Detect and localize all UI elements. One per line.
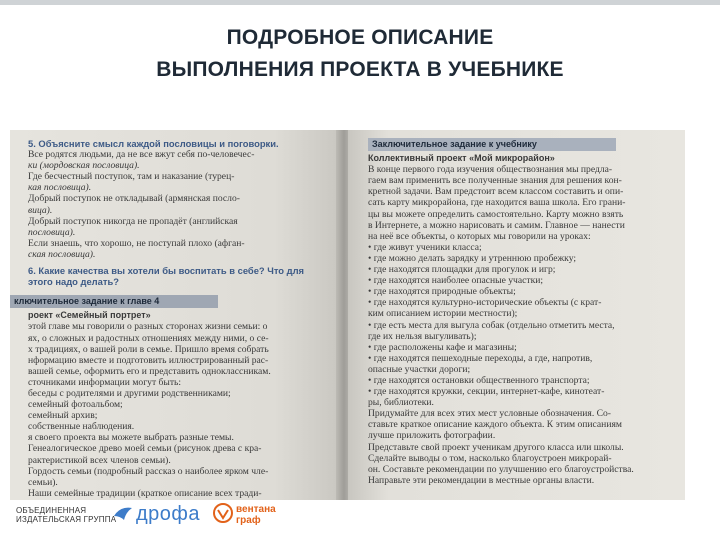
text-line: • где находятся культурно-исторические объекты (с крат- [368,297,602,309]
text-line: • где находятся наиболее опасные участки; [368,275,544,287]
text-line: я своего проекта вы можете выбрать разные темы. [28,432,234,444]
text-line: Добрый поступок не откладывай (армянская посло- [28,193,240,205]
group-line-1: ОБЪЕДИНЕННАЯ [16,506,87,515]
text-line: Придумайте для всех этих мест условные обозначения. Со- [368,408,612,420]
text-line: кая пословица). [28,182,92,194]
text-line: вица). [28,204,53,216]
text-line: Где бесчестный поступок, там и наказание (турец- [28,171,235,183]
text-line: Гордость семьи (подробный рассказ о наиболее ярком чле- [28,465,269,477]
text-line: нформацию вместе и подготовить иллюстрированный рас- [28,354,269,366]
text-line: семейный фотоальбом; [28,399,123,411]
text-line: сать карту микрорайона, где находится ваша школа. Его грани- [368,197,626,209]
text-line: • где расположены кафе и магазины; [368,341,517,353]
text-line: рактеристикой всех членов семьи). [28,454,171,466]
left-page-text [14,138,328,500]
ventana-graf-logo-text [236,504,276,526]
text-line: этой главе мы говорили о разных сторонах жизни семьи: о [28,321,268,333]
text-line: лучше приложить фотографии. [368,430,496,442]
textbook-spread-photo [10,130,685,500]
section-heading: роект «Семейный портрет» [28,310,151,321]
text-line: Сделайте выводы о том, насколько благоустроен микрорай- [368,452,612,464]
text-line: Генеалогическое древо моей семьи (рисунок древа с кра- [28,443,262,455]
text-line: Добрый поступок никогда не пропадёт (английская [28,215,238,227]
text-line: Представьте свой проект ученикам другого класса или школы. [368,441,624,453]
group-line-2: ИЗДАТЕЛЬСКАЯ ГРУППА [16,515,117,524]
text-line: гаем вам применить все полученные знания для решения кон- [368,175,622,187]
spacer [28,287,328,292]
text-line: Наши семейные традиции (краткое описание всех тради- [28,487,262,499]
text-line: Если знаешь, что хорошо, не поступай плохо (афган- [28,237,245,249]
vg-line-2: граф [236,515,261,526]
text-line: где их нельзя выгуливать); [368,330,477,342]
text-line: • где находятся остановки общественного транспорта; [368,374,590,386]
text-line: х традициях, о вашей роли в семье. Пришло время собрать [28,343,269,355]
question-line: 5. Объясните смысл каждой пословицы и поговорки. [28,138,279,149]
text-line: пословица). [28,226,76,238]
text-line: собственные наблюдения. [28,421,135,433]
text-line: кретной задачи. Вам предстоит всем классом составить и опи- [368,186,624,198]
text-line: • где живут ученики класса; [368,241,482,253]
text-line: беседы с родителями и другими родственниками; [28,387,231,399]
section-heading: Коллективный проект «Мой микрорайон» [368,153,555,164]
text-line: ры, библиотеки. [368,397,434,409]
drofa-bird-icon [112,502,134,524]
text-line: семейный архив; [28,410,98,422]
publisher-logos [0,500,720,540]
drofa-logo-text: дрофа [136,503,200,525]
left-page [10,130,340,500]
text-line: ки (мордовская пословица). [28,160,140,172]
chapter-task-band: ключительное задание к главе 4 [10,295,218,308]
slide-title-line-2: ВЫПОЛНЕНИЯ ПРОЕКТА В УЧЕБНИКЕ [156,58,564,81]
right-page [348,130,685,500]
right-page-text [368,138,678,486]
text-line: • где есть места для выгула собак (отдельно отметить места, [368,319,615,331]
question-line: этого надо делать? [28,276,119,288]
text-line: в Интернете, а можно нарисовать и самим. Главное — нанести [368,219,625,231]
text-line: ким описанием истории местности); [368,308,518,320]
text-line: он. Составьте рекомендации по улучшению его благоустройства. [368,463,634,475]
publisher-group-label [16,506,116,524]
text-line: Все родятся людьми, да не все вжут себя по-человечес- [28,149,255,161]
text-line: на неё все объекты, о которых мы говорили на уроках: [368,230,591,242]
text-line: ская пословица). [28,248,96,260]
question-line: 6. Какие качества вы хотели бы воспитать в себе? Что для [28,265,305,277]
text-line: • где можно делать зарядку и утреннюю пробежку; [368,252,577,264]
text-line: • где находятся площадки для прогулок и игр; [368,264,556,276]
text-line: В конце первого года изучения обществознания мы предла- [368,164,613,176]
text-line: семьи). [28,476,58,488]
text-line: • где находятся кружки, секции, интернет-кафе, кинотеат- [368,386,605,398]
text-line: • где находятся пешеходные переходы, а где, напротив, [368,352,593,364]
text-line: ях, о сложных и радостных отношениях между ними, о се- [28,332,269,344]
text-line: вашей семье, оформить его и представить одноклассникам. [28,365,271,377]
text-line: ставьте краткое описание каждого объекта. К этим описаниям [368,419,622,431]
text-line: сточниками информации могут быть: [28,376,182,388]
vg-line-1: вентана [236,504,276,515]
text-line: Направьте эти рекомендации в местные органы власти. [368,474,595,486]
top-accent-bar [0,0,720,5]
text-line: опасные участки дороги; [368,363,471,375]
slide-title [0,22,720,86]
slide-title-line-1: ПОДРОБНОЕ ОПИСАНИЕ [226,26,494,49]
ventana-graf-icon [212,502,234,524]
final-task-band: Заключительное задание к учебнику [368,138,616,151]
text-line: цы вы можете определить самостоятельно. Карту можно взять [368,208,624,220]
text-line: • где находятся природные объекты; [368,286,516,298]
